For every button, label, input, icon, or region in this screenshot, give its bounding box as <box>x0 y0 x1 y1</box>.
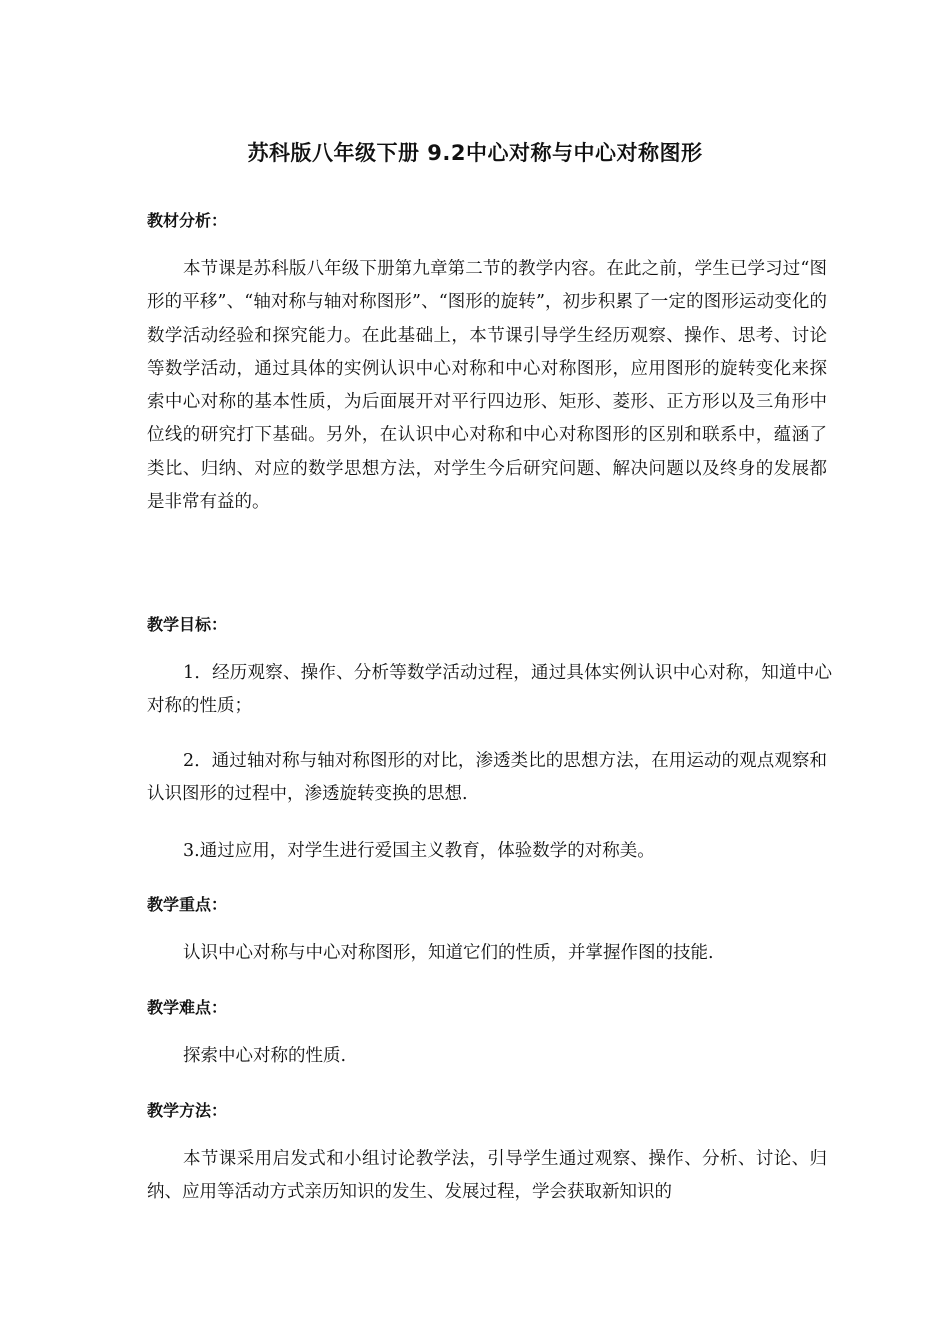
document-title: 苏科版八年级下册 9.2中心对称与中心对称图形 <box>247 141 703 165</box>
section-heading-teaching-methods: 教学方法： <box>147 1101 228 1120</box>
section-heading-teaching-objectives: 教学目标： <box>147 615 228 634</box>
section-heading-key-points: 教学重点： <box>147 895 228 914</box>
objective-item-3: 3.通过应用，对学生进行爱国主义教育，体验数学的对称美。 <box>183 841 655 861</box>
section-heading-material-analysis: 教材分析： <box>147 211 228 230</box>
material-analysis-paragraph: 本节课是苏科版八年级下册第九章第二节的教学内容。在此之前，学生已学习过“图形的平移”、“轴对称与轴对称图形”、“图形的旋转”，初步积累了一定的图形运动变化的数学活动经验和探究能力。在此基础上，本节课引导学生经历观察、操作、思考、讨论等数学活动，通过具体的实例认识中心对称和中心对称图形，应用图形的旋转变化来探索中心对称的基本性质，为后面展开对平行四边形、矩形、菱形、正方形以及三角形中位线的研究打下基础。另外，在认识中心对称和中心对称图形的区别和联系中，蕴涵了类比、归纳、对应的数学思想方法，对学生今后研究问题、解决问题以及终身的发展都是非常有益的。 <box>147 259 827 513</box>
objective-item-1: 1．经历观察、操作、分析等数学活动过程，通过具体实例认识中心对称，知道中心对称的性质； <box>147 663 832 717</box>
difficulties-paragraph: 探索中心对称的性质. <box>183 1046 347 1066</box>
objective-item-2: 2．通过轴对称与轴对称图形的对比，渗透类比的思想方法，在用运动的观点观察和认识图形的过程中，渗透旋转变换的思想. <box>147 751 827 805</box>
teaching-methods-paragraph: 本节课采用启发式和小组讨论教学法，引导学生通过观察、操作、分析、讨论、归纳、应用等活动方式亲历知识的发生、发展过程，学会获取新知识的 <box>147 1149 827 1203</box>
key-points-paragraph: 认识中心对称与中心对称图形，知道它们的性质，并掌握作图的技能. <box>183 943 714 963</box>
section-heading-difficulties: 教学难点： <box>147 998 228 1017</box>
